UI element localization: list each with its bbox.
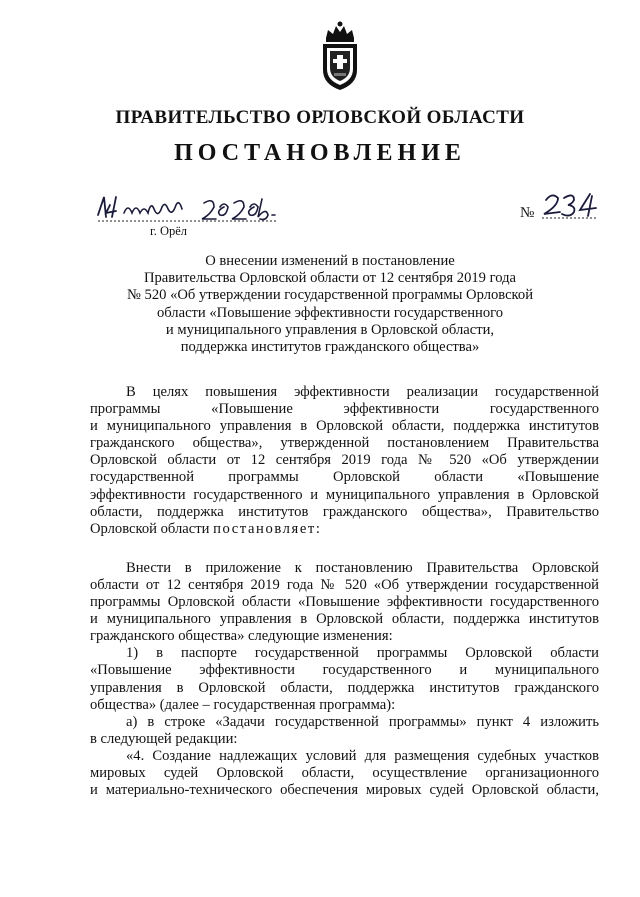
coat-of-arms-emblem bbox=[318, 18, 362, 92]
body-line: гражданского общества» следующие изменения: bbox=[90, 628, 393, 645]
body-line: Орловской области от 12 сентября 2019 года № 520 «Об утверждении bbox=[90, 452, 599, 469]
body-line: области, поддержка институтов гражданского общества», Правительство bbox=[90, 503, 599, 520]
handwritten-number bbox=[540, 190, 600, 224]
preamble-end-prefix: Орловской области bbox=[90, 520, 210, 537]
body-line bbox=[90, 521, 599, 538]
document-subject bbox=[60, 253, 600, 356]
handwritten-date bbox=[92, 191, 282, 227]
document-body bbox=[90, 384, 599, 799]
body-line: гражданского общества», утвержденной постановлением Правительства bbox=[90, 435, 599, 452]
body-line: эффективности государственного и муниципального управления в Орловской bbox=[90, 486, 599, 503]
body-line: программы «Повышение эффективности государственного bbox=[90, 401, 599, 418]
body-line: Внести в приложение к постановлению Правительства Орловской bbox=[126, 559, 599, 576]
body-line: В целях повышения эффективности реализации государственной bbox=[126, 384, 599, 400]
body-line: а) в строке «Задачи государственной программы» пункт 4 изложить bbox=[126, 713, 599, 730]
number-label: № bbox=[520, 205, 535, 221]
resolution-word: постановляет: bbox=[213, 520, 322, 537]
body-line: в следующей редакции: bbox=[90, 730, 238, 747]
body-line: 1) в паспорте государственной программы Орловской области bbox=[126, 645, 599, 662]
subject-line: Правительства Орловской области от 12 сентября 2019 года bbox=[143, 270, 517, 287]
subject-line: и муниципального управления в Орловской области, bbox=[165, 321, 495, 338]
body-line: и муниципального управления в Орловской области, поддержка институтов bbox=[90, 611, 599, 628]
body-line: программы Орловской области «Повышение эффективности государственного bbox=[90, 594, 599, 611]
subject-line: О внесении изменений в постановление bbox=[205, 253, 455, 269]
body-line: «4. Создание надлежащих условий для размещения судебных участков bbox=[126, 747, 599, 764]
body-line: «Повышение эффективности государственного и муниципального bbox=[90, 662, 599, 679]
body-line: общества» (далее – государственная программа): bbox=[90, 696, 396, 713]
body-line: и материально-технического обеспечения мировых судей Орловской области, bbox=[90, 782, 599, 799]
subject-line: поддержка институтов гражданского общества» bbox=[180, 339, 480, 356]
subject-line: № 520 «Об утверждении государственной программы Орловской bbox=[126, 287, 534, 304]
body-line: и муниципального управления в Орловской области, поддержка институтов bbox=[90, 418, 599, 435]
subject-line: области «Повышение эффективности государственного bbox=[156, 304, 504, 321]
government-title: ПРАВИТЕЛЬСТВО ОРЛОВСКОЙ ОБЛАСТИ bbox=[115, 107, 525, 128]
body-line: области от 12 сентября 2019 года № 520 «Об утверждении государственной bbox=[90, 576, 599, 593]
body-line: управления в Орловской области, поддержка институтов гражданского bbox=[90, 679, 599, 696]
city-label: г. Орёл bbox=[150, 224, 188, 238]
body-line: мировых судей Орловской области, осуществление организационного bbox=[90, 764, 599, 781]
body-line: государственной программы Орловской области «Повышение bbox=[90, 469, 599, 486]
document-type-title: ПОСТАНОВЛЕНИЕ bbox=[174, 140, 466, 166]
